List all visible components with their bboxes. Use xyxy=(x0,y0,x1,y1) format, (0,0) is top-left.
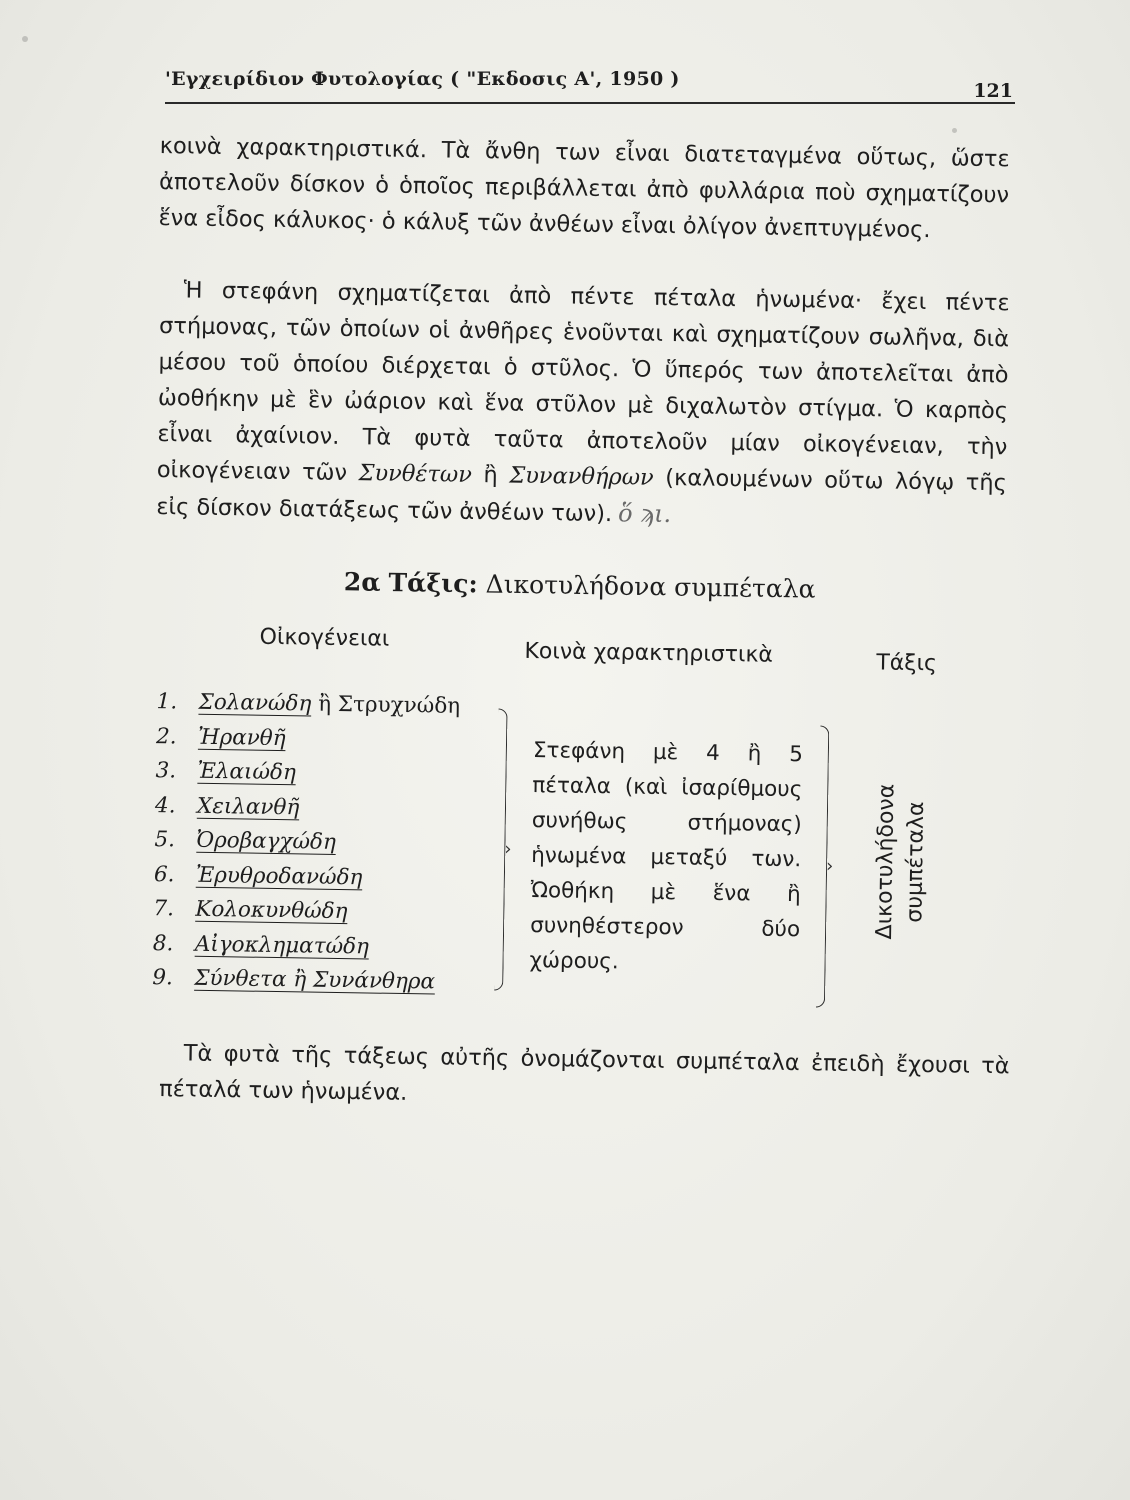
family-name: Ὀροβαγχώδη xyxy=(196,827,337,855)
common-features-text: Στεφάνη μὲ 4 ἢ 5 πέταλα (καὶ ἰσαρίθμους συνήθως στήμονας) ἡνωμένα μεταξύ των. Ὠοθήκη μὲ ἕνα ἢ συνηθέστερον δύο χώρους. xyxy=(529,738,804,975)
section-label: Τάξις: xyxy=(388,567,478,599)
family-row xyxy=(152,961,502,1001)
family-row xyxy=(155,754,505,794)
family-name-synantherwn: Συνανθήρων xyxy=(509,462,654,491)
family-number: 2. xyxy=(155,723,177,749)
common-features xyxy=(529,733,803,982)
family-name: Ἐλαιώδη xyxy=(197,758,297,786)
family-name: Ἐρυθροδανώδη xyxy=(195,862,363,890)
section-heading xyxy=(200,565,960,606)
paragraph-2-conjunction: ἢ xyxy=(483,462,498,489)
family-number: 1. xyxy=(156,689,178,715)
header-common-features: Κοινὰ χαρακτηριστικὰ xyxy=(524,638,774,668)
section-number: 2α xyxy=(343,567,381,597)
paragraph-3-text: Τὰ φυτὰ τῆς τάξεως αὐτῆς ὀνομάζονται συμπέταλα ἐπειδὴ ἔχουσι τὰ πέταλά των ἡνωμένα. xyxy=(158,1040,1010,1106)
family-row xyxy=(154,858,504,898)
family-row xyxy=(156,720,506,760)
paragraph-2-text-before: Ἡ στεφάνη σχηματίζεται ἀπὸ πέντε πέταλα ἡνωμένα· ἔχει πέντε στήμονας, τῶν ὁποίων οἱ ἀνθῆρες ἑνοῦνται καὶ σχηματίζουν σωλῆνα, διὰ μέσου τοῦ ὁποίου διέρχεται ὁ στῦλος. Ὁ ὕπερός των ἀποτελεῖται ἀπὸ ὠοθήκην μὲ ἓν ὠάριον καὶ ἕνα στῦλον μὲ διχαλωτὸν στίγμα. Ὁ καρπὸς εἶναι ἀχαίνιον. Τὰ φυτὰ ταῦτα ἀποτελοῦν μίαν οἰκογένειαν, τὴν οἰκογένειαν τῶν xyxy=(156,277,1010,486)
family-row xyxy=(155,789,505,829)
family-row xyxy=(153,927,503,967)
family-list xyxy=(152,685,507,1001)
family-name: Σολανώδη xyxy=(198,689,312,717)
family-row xyxy=(154,823,504,863)
families-brace-point: › xyxy=(504,838,512,860)
running-header xyxy=(165,62,1015,104)
family-number: 3. xyxy=(155,758,177,784)
family-number: 5. xyxy=(154,827,176,853)
family-name: Αἰγοκληματώδη xyxy=(194,931,370,959)
paragraph-2-text-after: (καλουμένων οὕτω λόγῳ τῆς εἰς δίσκον διατάξεως τῶν ἀνθέων των). xyxy=(156,464,1007,528)
paragraph-3 xyxy=(159,1035,1010,1120)
paragraph-1 xyxy=(158,128,1010,249)
page-number: 121 xyxy=(973,80,1013,102)
header-families: Οἰκογένειαι xyxy=(259,624,390,652)
paragraph-1-text: κοινὰ χαρακτηριστικά. Τὰ ἄνθη των εἶναι διατεταγμένα οὕτως, ὥστε ἀποτελοῦν δίσκον ὁ ὁποῖος περιβάλλεται ἀπὸ φυλλάρια ποὺ σχηματίζουν ἕνα εἶδος κάλυκος· ὁ κάλυξ τῶν ἀνθέων εἶναι ὀλίγον ἀνεπτυγμένος. xyxy=(158,132,1010,244)
family-name: Χειλανθῆ xyxy=(196,793,300,820)
family-row xyxy=(153,892,503,932)
order-cell xyxy=(865,766,938,957)
book-title: 'Εγχειρίδιον Φυτολογίας ( "Εκδοσις Α', 1950 ) xyxy=(165,68,680,90)
family-name: Κολοκυνθώδη xyxy=(195,896,348,925)
family-number: 9. xyxy=(152,965,174,991)
classification-table xyxy=(144,615,1010,1028)
features-brace-point: › xyxy=(825,855,834,877)
family-number: 7. xyxy=(153,896,175,922)
family-name-synthetwn: Συνθέτων xyxy=(358,460,473,488)
handwritten-note: ὅ ϡι. xyxy=(617,499,672,529)
family-row xyxy=(156,685,506,725)
family-name: Ἠρανθῆ xyxy=(197,724,286,751)
paragraph-2 xyxy=(156,272,1010,538)
order-label: Δικοτυλήδονα συμπέταλα xyxy=(871,783,930,940)
family-suffix: ἢ Στρυχνώδη xyxy=(311,691,461,719)
family-number: 4. xyxy=(154,792,176,818)
section-title: Δικοτυλήδονα συμπέταλα xyxy=(485,569,816,604)
header-order: Τάξις xyxy=(876,650,938,677)
family-number: 8. xyxy=(152,930,174,956)
family-name: Σύνθετα ἢ Συνάνθηρα xyxy=(194,965,436,995)
family-number: 6. xyxy=(153,861,175,887)
